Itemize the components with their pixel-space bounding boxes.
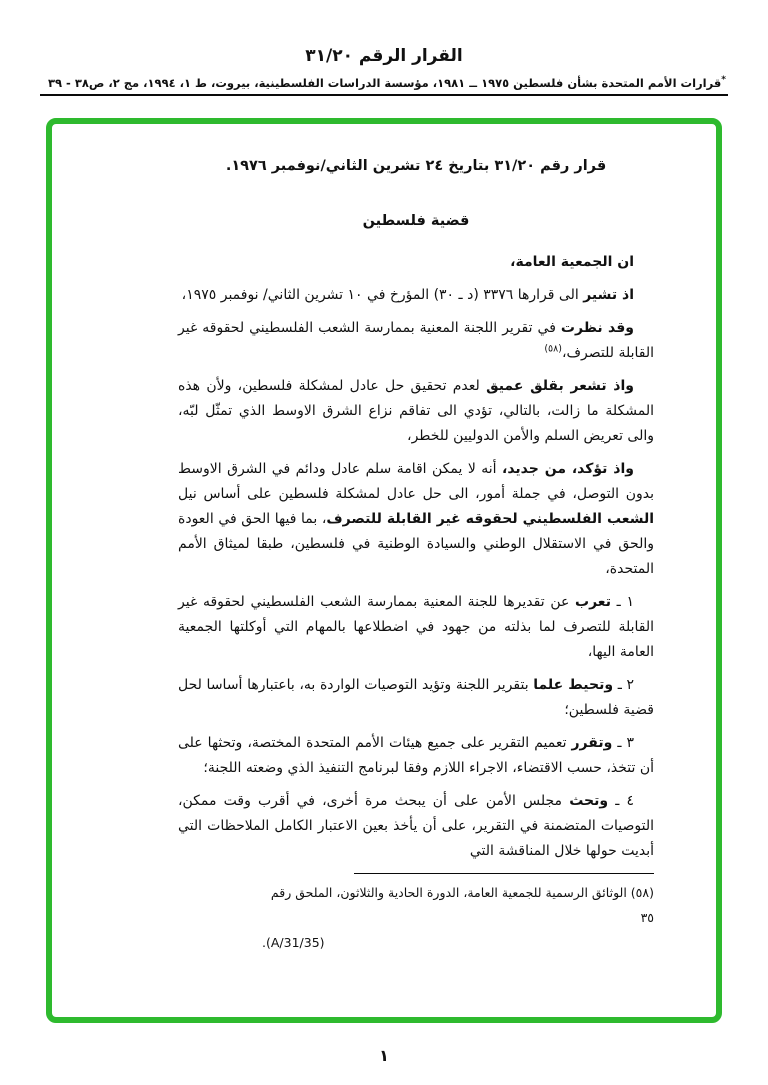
paragraph-text: بتقرير اللجنة وتؤيد التوصيات الواردة به، باعتبارها أساسا لحل قضية فلسطين؛ bbox=[178, 677, 654, 718]
paragraph-lead: اذ تشير bbox=[583, 287, 634, 303]
paragraph-lead: وقد نظرت bbox=[560, 320, 634, 336]
header-divider bbox=[40, 94, 728, 96]
paragraph-text: في تقرير اللجنة المعنية بممارسة الشعب الفلسطيني لحقوقه غير القابلة للتصرف، bbox=[178, 320, 654, 361]
resolution-subtitle: قضية فلسطين bbox=[362, 213, 470, 229]
page-number: ١ bbox=[379, 1046, 389, 1065]
source-citation bbox=[0, 75, 768, 90]
footnote-separator bbox=[354, 873, 654, 874]
body-paragraph-7 bbox=[178, 731, 654, 781]
page-title: القرار الرقم ٣١/٢٠ bbox=[305, 46, 463, 66]
footnote bbox=[262, 873, 654, 955]
paragraph-number: ٤ ـ bbox=[608, 793, 634, 809]
paragraph-number: ٢ ـ bbox=[613, 677, 634, 693]
footnote-citation: (٥٨) الوثائق الرسمية للجمعية العامة، الدورة الحادية والثلاثون، الملحق رقم ٣٥ bbox=[270, 885, 654, 925]
source-footnote-marker: * bbox=[721, 75, 726, 85]
body-paragraph-4 bbox=[178, 457, 654, 582]
body-paragraph-8 bbox=[178, 789, 654, 864]
body-paragraph-2 bbox=[178, 316, 654, 366]
paragraph-lead: واذ تشعر بقلق عميق bbox=[486, 378, 634, 394]
paragraph-lead: واذ تؤكد، من جديد، bbox=[502, 461, 634, 477]
footnote-ref: (٥٨) bbox=[544, 343, 562, 355]
paragraph-lead: وتحيط علما bbox=[533, 677, 614, 693]
body-paragraph-1 bbox=[178, 283, 654, 308]
paragraph-lead: وتقرر bbox=[571, 735, 613, 751]
body-paragraph-6 bbox=[178, 673, 654, 723]
document-frame bbox=[46, 118, 722, 1023]
paragraph-text: عن تقديرها للجنة المعنية بممارسة الشعب الفلسطيني لحقوقه غير القابلة للتصرف لما بذلته من جهود في اضطلاعها بالمهام التي أوكلتها الجمعية العامة اليها، bbox=[178, 594, 654, 660]
paragraph-emphasis: الشعب الفلسطيني لحقوقه غير القابلة للتصرف bbox=[326, 511, 654, 527]
footnote-document-symbol: (A/31/35). bbox=[262, 935, 325, 950]
paragraph-text: تعميم التقرير على جميع هيئات الأمم المتحدة المختصة، وتحثها على أن تتخذ، حسب الاقتضاء، الاجراء اللازم وفقا لبرنامج التنفيذ الذي وضعته اللجنة؛ bbox=[178, 735, 654, 776]
body-paragraph-3 bbox=[178, 374, 654, 449]
body-paragraph-5 bbox=[178, 590, 654, 665]
paragraph-lead: تعرب bbox=[575, 594, 611, 610]
paragraph-text: ، بما فيها الحق في العودة والحق في الاستقلال الوطني والسيادة الوطنية في فلسطين، طبقا لميثاق الأمم المتحدة، bbox=[178, 511, 654, 577]
paragraph-text: لعدم تحقيق حل عادل لمشكلة فلسطين، ولأن هذه المشكلة ما زالت، بالتالي، تؤدي الى تفاقم نزاع الشرق الاوسط الذي تمثّل لبّه، والى تعريض السلم والأمن الدوليين للخطر، bbox=[178, 378, 654, 444]
document-header bbox=[0, 0, 768, 96]
source-citation-text: قرارات الأمم المتحدة بشأن فلسطين ١٩٧٥ ــ ١٩٨١، مؤسسة الدراسات الفلسطينية، بيروت، ط ١، ١٩٩٤، مج ٢، ص٣٨ - ٣٩ bbox=[47, 75, 722, 90]
paragraph-number: ٣ ـ bbox=[612, 735, 634, 751]
paragraph-text: مجلس الأمن على أن يبحث مرة أخرى، في أقرب وقت ممكن، التوصيات المتضمنة في التقرير، على أن يأخذ بعين الاعتبار الكامل الملاحظات التي أبديت حولها خلال المناقشة التي bbox=[178, 793, 654, 859]
paragraph-number: ١ ـ bbox=[610, 594, 634, 610]
resolution-body bbox=[178, 154, 654, 877]
resolution-title: قرار رقم ٣١/٢٠ بتاريخ ٢٤ تشرين الثاني/نوفمبر ١٩٧٦. bbox=[225, 158, 607, 174]
paragraph-text: أنه لا يمكن اقامة سلم عادل ودائم في الشرق الاوسط بدون التوصل، في جملة أمور، الى حل عادل لمشكلة فلسطين على أساس نيل bbox=[178, 461, 654, 502]
paragraph-text: الى قرارها ٣٣٧٦ (د ـ ٣٠) المؤرخ في ١٠ تشرين الثاني/ نوفمبر ١٩٧٥، bbox=[181, 287, 584, 303]
paragraph-lead: وتحث bbox=[569, 793, 609, 809]
assembly-opening: ان الجمعية العامة، bbox=[510, 254, 634, 270]
